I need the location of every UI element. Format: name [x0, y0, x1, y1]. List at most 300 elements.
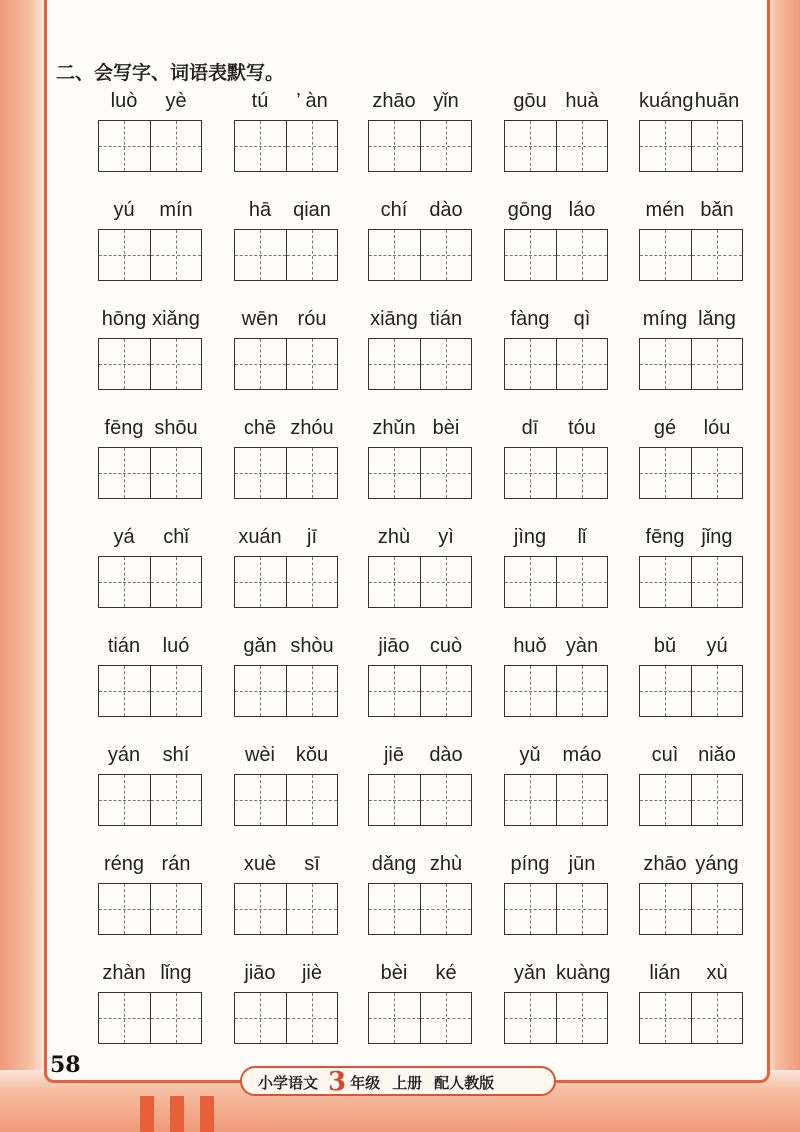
tianzige-cell[interactable] — [150, 230, 202, 280]
word-item — [470, 199, 610, 289]
pinyin-syllable-1: xuán — [238, 526, 282, 548]
tianzige-cell[interactable] — [150, 666, 202, 716]
pinyin-syllable-2: cuò — [429, 635, 463, 657]
tianzige-cell[interactable] — [556, 339, 608, 389]
pinyin-syllable-2: huà — [565, 90, 599, 112]
writing-box[interactable] — [234, 447, 338, 499]
tianzige-cell[interactable] — [505, 121, 556, 171]
tianzige-cell[interactable] — [420, 339, 472, 389]
pinyin-label — [98, 962, 202, 990]
pinyin-syllable-1: huǒ — [513, 635, 547, 657]
pinyin-syllable-1: yǔ — [519, 744, 541, 766]
tianzige-cell[interactable] — [150, 121, 202, 171]
tianzige-cell[interactable] — [420, 121, 472, 171]
pinyin-syllable-1: míng — [642, 308, 688, 330]
pinyin-label — [98, 417, 202, 445]
pinyin-syllable-2: luó — [162, 635, 190, 657]
footer-grade-number: 3 — [328, 1067, 347, 1097]
pinyin-label — [639, 308, 743, 336]
tianzige-cell[interactable] — [640, 993, 691, 1043]
pinyin-syllable-1: hōng — [101, 308, 147, 330]
writing-box[interactable] — [639, 992, 743, 1044]
pinyin-label — [98, 635, 202, 663]
pinyin-syllable-2: lǎng — [698, 308, 736, 330]
pinyin-syllable-2: zhóu — [290, 417, 334, 439]
word-item — [605, 635, 745, 725]
pinyin-syllable-1: zhǔn — [372, 417, 416, 439]
tianzige-cell[interactable] — [99, 775, 150, 825]
page-frame-right — [766, 0, 800, 1132]
tianzige-cell[interactable] — [235, 666, 286, 716]
writing-box[interactable] — [234, 774, 338, 826]
writing-box[interactable] — [639, 774, 743, 826]
pinyin-syllable-2: yáng — [695, 853, 739, 875]
pinyin-syllable-2: yǐn — [433, 90, 459, 112]
word-item — [64, 853, 204, 943]
word-item — [605, 90, 745, 180]
pinyin-syllable-1: gōu — [513, 90, 547, 112]
pinyin-syllable-1: yá — [113, 526, 135, 548]
pinyin-label — [504, 853, 608, 881]
pinyin-syllable-2: xiǎng — [152, 308, 200, 330]
tianzige-cell[interactable] — [691, 884, 743, 934]
pinyin-syllable-2: zhù — [429, 853, 463, 875]
tianzige-cell[interactable] — [640, 230, 691, 280]
pinyin-syllable-2: tóu — [568, 417, 596, 439]
pinyin-syllable-1: wèi — [244, 744, 275, 766]
word-item — [334, 853, 474, 943]
pinyin-label — [234, 853, 338, 881]
pinyin-syllable-2: jī — [307, 526, 317, 548]
pinyin-syllable-2: xù — [706, 962, 728, 984]
word-item — [200, 744, 340, 834]
tianzige-cell[interactable] — [235, 884, 286, 934]
tianzige-cell[interactable] — [235, 230, 286, 280]
tianzige-cell[interactable] — [99, 993, 150, 1043]
pinyin-label — [504, 744, 608, 772]
writing-box[interactable] — [98, 992, 202, 1044]
word-item — [470, 635, 610, 725]
writing-box[interactable] — [98, 229, 202, 281]
tianzige-cell[interactable] — [235, 557, 286, 607]
pinyin-label — [504, 308, 608, 336]
tianzige-cell[interactable] — [556, 230, 608, 280]
tianzige-cell[interactable] — [691, 557, 743, 607]
pinyin-syllable-2: lǐ — [577, 526, 587, 548]
pinyin-syllable-1: bǔ — [653, 635, 677, 657]
word-item — [605, 853, 745, 943]
pinyin-syllable-2: yú — [706, 635, 728, 657]
tianzige-cell[interactable] — [286, 121, 338, 171]
tianzige-cell[interactable] — [286, 993, 338, 1043]
word-item — [470, 853, 610, 943]
tianzige-cell[interactable] — [235, 993, 286, 1043]
tianzige-cell[interactable] — [420, 993, 472, 1043]
pinyin-syllable-1: gǎn — [243, 635, 277, 657]
pinyin-syllable-1: kuáng — [639, 90, 694, 112]
word-item — [334, 308, 474, 398]
tianzige-cell[interactable] — [556, 448, 608, 498]
tianzige-cell[interactable] — [99, 339, 150, 389]
word-item — [605, 744, 745, 834]
pinyin-syllable-1: yán — [107, 744, 141, 766]
word-item — [200, 308, 340, 398]
word-item — [334, 635, 474, 725]
word-item — [605, 526, 745, 616]
word-item — [64, 417, 204, 507]
writing-box[interactable] — [368, 556, 472, 608]
writing-box[interactable] — [368, 447, 472, 499]
tianzige-cell[interactable] — [505, 230, 556, 280]
tianzige-cell[interactable] — [369, 121, 420, 171]
pinyin-syllable-1: fēng — [645, 526, 685, 548]
writing-box[interactable] — [368, 120, 472, 172]
tianzige-cell[interactable] — [369, 448, 420, 498]
tianzige-cell[interactable] — [99, 230, 150, 280]
tianzige-cell[interactable] — [420, 448, 472, 498]
pinyin-syllable-1: jiāo — [378, 635, 410, 657]
tianzige-cell[interactable] — [369, 339, 420, 389]
tianzige-cell[interactable] — [691, 121, 743, 171]
pinyin-label — [368, 308, 472, 336]
writing-box[interactable] — [98, 774, 202, 826]
word-item — [64, 744, 204, 834]
word-item — [470, 526, 610, 616]
tianzige-cell[interactable] — [150, 993, 202, 1043]
word-item — [200, 962, 340, 1052]
word-item — [470, 90, 610, 180]
tianzige-cell[interactable] — [150, 557, 202, 607]
pinyin-label — [98, 526, 202, 554]
writing-box[interactable] — [98, 120, 202, 172]
word-item — [64, 199, 204, 289]
pinyin-label — [234, 962, 338, 990]
tianzige-cell[interactable] — [420, 775, 472, 825]
tianzige-cell[interactable] — [286, 230, 338, 280]
pinyin-syllable-2: shí — [162, 744, 190, 766]
writing-box[interactable] — [504, 774, 608, 826]
page-number: 58 — [50, 1052, 81, 1078]
writing-box[interactable] — [639, 120, 743, 172]
pinyin-label — [639, 90, 743, 118]
word-item — [200, 90, 340, 180]
writing-box[interactable] — [98, 665, 202, 717]
word-item — [200, 853, 340, 943]
pinyin-syllable-2: láo — [568, 199, 596, 221]
pinyin-syllable-1: xiāng — [370, 308, 418, 330]
pinyin-syllable-1: gōng — [507, 199, 553, 221]
tianzige-cell[interactable] — [640, 666, 691, 716]
tianzige-cell[interactable] — [369, 557, 420, 607]
pinyin-syllable-1: chí — [380, 199, 408, 221]
tianzige-cell[interactable] — [235, 448, 286, 498]
pinyin-syllable-2: tián — [429, 308, 463, 330]
pinyin-label — [639, 526, 743, 554]
tianzige-cell[interactable] — [505, 884, 556, 934]
word-item — [64, 90, 204, 180]
tianzige-cell[interactable] — [556, 557, 608, 607]
pinyin-syllable-1: cuì — [651, 744, 679, 766]
tianzige-cell[interactable] — [286, 339, 338, 389]
writing-box[interactable] — [234, 556, 338, 608]
pinyin-syllable-1: píng — [510, 853, 550, 875]
tianzige-cell[interactable] — [420, 230, 472, 280]
pinyin-syllable-1: gé — [653, 417, 677, 439]
word-item — [64, 635, 204, 725]
pinyin-syllable-1: luò — [110, 90, 138, 112]
pinyin-syllable-1: dǎng — [371, 853, 417, 875]
tianzige-cell[interactable] — [99, 884, 150, 934]
word-item — [605, 199, 745, 289]
pinyin-syllable-1: zhāo — [372, 90, 416, 112]
tianzige-cell[interactable] — [369, 230, 420, 280]
tianzige-cell[interactable] — [556, 121, 608, 171]
writing-box[interactable] — [368, 883, 472, 935]
word-item — [64, 308, 204, 398]
pinyin-syllable-2: kuàng — [556, 962, 611, 984]
pinyin-syllable-2: mín — [159, 199, 193, 221]
pinyin-syllable-2: jiè — [301, 962, 322, 984]
tianzige-cell[interactable] — [99, 666, 150, 716]
word-item — [334, 526, 474, 616]
pinyin-syllable-1: dī — [521, 417, 539, 439]
pinyin-syllable-2: yì — [438, 526, 454, 548]
pinyin-syllable-1: chē — [243, 417, 277, 439]
pinyin-label — [639, 853, 743, 881]
tianzige-cell[interactable] — [150, 339, 202, 389]
footer-edition: 配人教版 — [434, 1073, 495, 1092]
tianzige-cell[interactable] — [640, 775, 691, 825]
pinyin-label — [368, 90, 472, 118]
word-item — [200, 417, 340, 507]
pinyin-label — [504, 90, 608, 118]
writing-box[interactable] — [98, 338, 202, 390]
pinyin-label — [504, 635, 608, 663]
pinyin-label — [234, 308, 338, 336]
tianzige-cell[interactable] — [556, 666, 608, 716]
pinyin-syllable-2: huān — [694, 90, 740, 112]
writing-box[interactable] — [368, 774, 472, 826]
pinyin-label — [639, 417, 743, 445]
pinyin-label — [234, 744, 338, 772]
tianzige-cell[interactable] — [369, 666, 420, 716]
tianzige-cell[interactable] — [420, 666, 472, 716]
writing-box[interactable] — [639, 665, 743, 717]
tianzige-cell[interactable] — [640, 557, 691, 607]
pinyin-syllable-1: fàng — [510, 308, 550, 330]
pinyin-syllable-1: jiē — [383, 744, 404, 766]
tianzige-cell[interactable] — [150, 884, 202, 934]
tianzige-cell[interactable] — [286, 884, 338, 934]
pinyin-syllable-2: lǐng — [160, 962, 192, 984]
tianzige-cell[interactable] — [691, 993, 743, 1043]
tianzige-cell[interactable] — [235, 775, 286, 825]
writing-box[interactable] — [504, 338, 608, 390]
tianzige-cell[interactable] — [640, 884, 691, 934]
pinyin-syllable-1: réng — [103, 853, 145, 875]
word-item — [64, 526, 204, 616]
pinyin-label — [98, 90, 202, 118]
writing-box[interactable] — [504, 556, 608, 608]
tianzige-cell[interactable] — [235, 339, 286, 389]
writing-box[interactable] — [234, 883, 338, 935]
tianzige-cell[interactable] — [99, 557, 150, 607]
pinyin-syllable-2: máo — [562, 744, 602, 766]
pinyin-label — [368, 962, 472, 990]
pinyin-syllable-1: lián — [649, 962, 681, 984]
writing-box[interactable] — [368, 229, 472, 281]
pinyin-syllable-2: jūn — [568, 853, 596, 875]
tianzige-cell[interactable] — [505, 339, 556, 389]
tianzige-cell[interactable] — [505, 557, 556, 607]
word-item — [334, 199, 474, 289]
pinyin-label — [368, 635, 472, 663]
footer-grade-label: 年级 — [350, 1073, 381, 1092]
pinyin-label — [504, 417, 608, 445]
writing-box[interactable] — [639, 556, 743, 608]
pinyin-syllable-2: qian — [293, 199, 331, 221]
word-item — [334, 744, 474, 834]
pinyin-syllable-2: ’ àn — [296, 90, 328, 112]
pinyin-label — [368, 199, 472, 227]
pinyin-syllable-1: mén — [645, 199, 685, 221]
writing-box[interactable] — [368, 992, 472, 1044]
writing-box[interactable] — [98, 447, 202, 499]
decor-stub — [140, 1096, 154, 1132]
pinyin-syllable-1: jiāo — [244, 962, 276, 984]
pinyin-label — [98, 308, 202, 336]
writing-box[interactable] — [234, 229, 338, 281]
tianzige-cell[interactable] — [556, 884, 608, 934]
section-heading: 二、会写字、词语表默写。 — [56, 62, 285, 84]
tianzige-cell[interactable] — [505, 448, 556, 498]
tianzige-cell[interactable] — [640, 339, 691, 389]
pinyin-label — [639, 962, 743, 990]
tianzige-cell[interactable] — [691, 666, 743, 716]
writing-box[interactable] — [98, 883, 202, 935]
pinyin-label — [639, 199, 743, 227]
tianzige-cell[interactable] — [369, 884, 420, 934]
writing-box[interactable] — [639, 338, 743, 390]
tianzige-cell[interactable] — [691, 339, 743, 389]
word-item — [470, 744, 610, 834]
pinyin-syllable-2: dào — [429, 199, 463, 221]
writing-box[interactable] — [504, 992, 608, 1044]
pinyin-syllable-2: chǐ — [163, 526, 189, 548]
pinyin-syllable-1: yú — [113, 199, 135, 221]
tianzige-cell[interactable] — [286, 666, 338, 716]
tianzige-cell[interactable] — [369, 993, 420, 1043]
writing-box[interactable] — [368, 665, 472, 717]
tianzige-cell[interactable] — [505, 775, 556, 825]
pinyin-label — [234, 417, 338, 445]
pinyin-syllable-2: qì — [573, 308, 591, 330]
pinyin-syllable-2: róu — [297, 308, 327, 330]
pinyin-label — [639, 744, 743, 772]
writing-box[interactable] — [234, 120, 338, 172]
pinyin-label — [234, 199, 338, 227]
pinyin-syllable-1: zhāo — [643, 853, 687, 875]
word-item — [200, 635, 340, 725]
tianzige-cell[interactable] — [286, 448, 338, 498]
tianzige-cell[interactable] — [691, 775, 743, 825]
writing-box[interactable] — [639, 883, 743, 935]
tianzige-cell[interactable] — [640, 121, 691, 171]
word-item — [64, 962, 204, 1052]
decor-stub — [200, 1096, 214, 1132]
tianzige-cell[interactable] — [99, 121, 150, 171]
pinyin-syllable-2: shōu — [154, 417, 198, 439]
decor-stub — [170, 1096, 184, 1132]
writing-box[interactable] — [639, 447, 743, 499]
tianzige-cell[interactable] — [286, 557, 338, 607]
tianzige-cell[interactable] — [691, 448, 743, 498]
pinyin-syllable-2: lóu — [703, 417, 731, 439]
word-item — [605, 417, 745, 507]
tianzige-cell[interactable] — [505, 993, 556, 1043]
writing-box[interactable] — [639, 229, 743, 281]
pinyin-label — [368, 417, 472, 445]
writing-box[interactable] — [504, 229, 608, 281]
word-item — [334, 962, 474, 1052]
tianzige-cell[interactable] — [420, 884, 472, 934]
pinyin-syllable-2: yàn — [565, 635, 599, 657]
writing-box[interactable] — [504, 883, 608, 935]
pinyin-label — [504, 962, 611, 990]
tianzige-cell[interactable] — [420, 557, 472, 607]
pinyin-syllable-1: yǎn — [513, 962, 547, 984]
writing-box[interactable] — [504, 665, 608, 717]
pinyin-label — [368, 526, 472, 554]
writing-box[interactable] — [234, 338, 338, 390]
pinyin-syllable-1: tián — [107, 635, 141, 657]
tianzige-cell[interactable] — [505, 666, 556, 716]
writing-box[interactable] — [234, 665, 338, 717]
pinyin-syllable-2: ké — [435, 962, 457, 984]
tianzige-cell[interactable] — [369, 775, 420, 825]
pinyin-syllable-1: wēn — [241, 308, 279, 330]
tianzige-cell[interactable] — [556, 993, 608, 1043]
writing-box[interactable] — [368, 338, 472, 390]
word-item — [470, 962, 610, 1052]
tianzige-cell[interactable] — [99, 448, 150, 498]
writing-box[interactable] — [234, 992, 338, 1044]
word-item — [470, 308, 610, 398]
pinyin-syllable-2: shòu — [290, 635, 334, 657]
pinyin-syllable-2: sī — [304, 853, 320, 875]
tianzige-cell[interactable] — [235, 121, 286, 171]
pinyin-label — [98, 199, 202, 227]
pinyin-label — [368, 853, 472, 881]
tianzige-cell[interactable] — [150, 448, 202, 498]
pinyin-syllable-2: jǐng — [701, 526, 733, 548]
writing-box[interactable] — [504, 447, 608, 499]
footer-text — [248, 1068, 548, 1096]
pinyin-syllable-2: dào — [429, 744, 463, 766]
tianzige-cell[interactable] — [556, 775, 608, 825]
writing-box[interactable] — [98, 556, 202, 608]
page-frame-left — [0, 0, 44, 1132]
pinyin-syllable-1: hā — [248, 199, 272, 221]
tianzige-cell[interactable] — [286, 775, 338, 825]
writing-box[interactable] — [504, 120, 608, 172]
word-item — [605, 962, 745, 1052]
pinyin-syllable-2: bèi — [432, 417, 460, 439]
pinyin-syllable-1: xuè — [243, 853, 277, 875]
tianzige-cell[interactable] — [691, 230, 743, 280]
tianzige-cell[interactable] — [640, 448, 691, 498]
tianzige-cell[interactable] — [150, 775, 202, 825]
